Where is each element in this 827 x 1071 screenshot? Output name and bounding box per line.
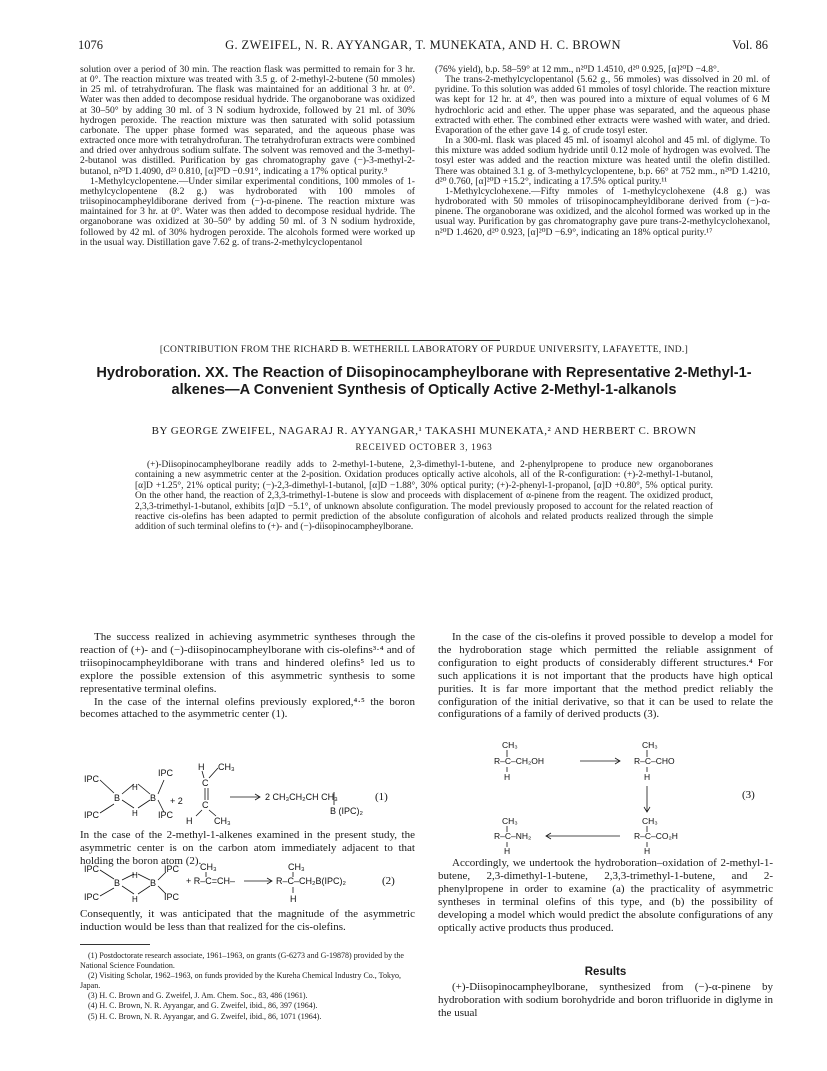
eq2-ch3-reagent: CH₃ [200,862,217,872]
equation-2 [80,858,420,908]
eq1-ipc-tr: IPC [158,768,174,778]
paragraph: In a 300-ml. flask was placed 45 ml. of isoamyl alcohol and 45 ml. of diglyme. To this mixture was added sodium hydride until 0.12 mole of hydrogen was evolved. The tosyl ester was added and the reaction mixture was heated until the olefin distilled. There was obtained 3.1 g. of 3-methylcyclopentene, b.p. 66° at 752 mm., n²⁰D 1.4210, d²⁰ 0.760, [α]²⁰D +15.2°, indicating a 17.5% optical purity.¹¹ [435,135,770,187]
eq3-acid: R–C–CO₂H [634,831,678,841]
eq2-ipc-tl: IPC [84,864,100,874]
eq1-label: (1) [375,791,388,803]
paragraph: The success realized in achieving asymmetric syntheses through the reaction of (+)- and (−)-diisopinocampheylborane with cis-olefins³·⁴ and of triisopinocampheyldiborane with trans and hindered olefins⁵ led us to explore the possible extension of this asymmetric synthesis to some representative terminal olefins. [80,631,415,695]
body-right-column-2 [438,857,773,934]
running-header [78,38,768,58]
eq1-product-boron: B (IPC)₂ [330,806,363,816]
footnote: (4) H. C. Brown, N. R. Ayyangar, and G. Zweifel, ibid., 86, 397 (1964). [88,1001,318,1011]
eq1-ipc-bl: IPC [84,810,100,820]
eq1-b-left: B [114,793,121,803]
equation-1 [80,760,420,826]
eq3-h-amine: H [504,846,511,856]
body-right-column [438,631,773,721]
footnote: (3) H. C. Brown and G. Zweifel, J. Am. Chem. Soc., 83, 486 (1961). [88,991,308,1001]
footnotes [80,951,415,1022]
eq3-amine: R–C–NH₂ [494,831,532,841]
body-left-column-3 [80,908,415,934]
body-right-column-3 [438,981,773,1020]
eq2-h-top: H [132,871,138,880]
eq2-h-product: H [290,894,297,904]
paragraph: (+)-Diisopinocampheylborane, synthesized from (−)-α-pinene by hydroboration with sodium borohydride and boron trifluoride in diglyme in the usual [438,981,773,1019]
abstract [135,460,713,533]
running-title: G. ZWEIFEL, N. R. AYYANGAR, T. MUNEKATA, AND H. C. BROWN [225,38,621,52]
eq3-ch3-alcohol: CH₃ [502,740,518,750]
eq3-ch3-acid: CH₃ [642,816,658,826]
eq1-b-right: B [150,793,157,803]
eq1-product: 2 CH₃CH₂CH CH₃ [265,792,338,802]
eq3-alcohol: R–C–CH₂OH [494,756,545,766]
footnote: (1) Postdoctorate research associate, 1961–1963, on grants (G-6273 and G-19878) provided by the National Science Foundation. [80,951,404,971]
contribution-line: [CONTRIBUTION FROM THE RICHARD B. WETHERILL LABORATORY OF PURDUE UNIVERSITY, LAFAYETTE, IND.] [159,345,689,355]
footnote-rule [80,944,150,945]
eq3-h-alcohol: H [504,772,511,782]
results-heading: Results [584,966,627,978]
eq2-h-bottom: H [132,895,138,904]
eq1-h-bottom: H [132,809,138,818]
eq1-ch3-bottom: CH₃ [214,816,231,826]
eq1-h-top: H [132,783,138,792]
paragraph: In the case of the cis-olefins it proved possible to develop a model for the hydroboration stage which permitted the reliable assignment of configuration to eight products of considerably different structures.⁴ For such applications it is not important that the products have high optical purities. It is far more important that the method predict reliably the configuration of the initial derivative, so that it can be used to relate the configurations of a family of derived products (3). [438,631,773,721]
eq1-ch3-top: CH₃ [218,762,235,772]
paragraph: solution over a period of 30 min. The reaction flask was permitted to remain for 3 hr. at 0°. The reaction mixture was treated with 3.5 g. of 2-methyl-2-butene (50 mmoles) in 25 ml. of tetrahydrofuran. The flask was maintained for an additional 3 hr. at 0°. Water was then added to decompose residual hydride. The organoborane was oxidized at 30–50° by adding 30 ml. of 3 N sodium hydroxide, followed by 21 ml. of 30% hydrogen peroxide. The reaction mixture was then saturated with solid potassium carbonate. The upper phase formed was separated, and the aqueous phase was extracted once more with tetrahydrofuran. The tetrahydrofuran extracts were combined and dried over anhydrous sodium sulfate. The solvent was removed and the 3-methyl-2-butanol was distilled. Purification by gas chromatography gave (−)-3-methyl-2-butanol, n²⁰D 1.4090, d²³ 0.810, [α]²⁰D −0.91°, indicating a 17% optical purity.⁹ [80,64,415,177]
footnote: (2) Visiting Scholar, 1962–1963, on funds provided by the Kureha Chemical Industry Co., Tokyo, Japan. [80,971,401,991]
paragraph: (76% yield), b.p. 58–59° at 12 mm., n²⁰D 1.4510, d²⁰ 0.925, [α]²⁰D −4.8°. [435,64,720,75]
eq1-ipc-tl: IPC [84,774,100,784]
paragraph: Consequently, it was anticipated that the magnitude of the asymmetric induction would be less than that realized for the cis-olefins. [80,908,415,933]
eq3-ch3-amine: CH₃ [502,816,518,826]
eq2-b-left: B [114,878,121,888]
section-divider [330,340,500,341]
previous-article-right-column [435,65,770,238]
authors: BY GEORGE ZWEIFEL, NAGARAJ R. AYYANGAR,¹ TAKASHI MUNEKATA,² AND HERBERT C. BROWN [151,425,697,437]
eq2-ipc-bl: IPC [84,892,100,902]
previous-article-left-column [80,65,415,248]
eq3-aldehyde: R–C–CHO [634,756,675,766]
eq1-h-bottom-olefin: H [186,816,193,826]
eq1-c-bottom: C [202,800,209,810]
paragraph: Accordingly, we undertook the hydroboration–oxidation of 2-methyl-1-butene, 2,3-dimethyl-1-butene, 2,3,3-trimethyl-1-butene, and 2-phenylpropene in order to examine (a) the practicality of asymmetric syntheses in terminal olefins of this type, and (b) the possibility of developing a model which would predict the absolute configurations of any optically active products thus produced. [438,857,773,934]
footnote: (5) H. C. Brown, N. R. Ayyangar, and G. Zweifel, ibid., 86, 1071 (1964). [88,1011,322,1021]
eq2-reagent: + R–C=CH– [186,876,236,886]
eq2-ipc-br: IPC [164,892,180,902]
eq1-h-top-olefin: H [198,762,205,772]
eq2-ch3-product: CH₃ [288,862,305,872]
received-date: RECEIVED OCTOBER 3, 1963 [355,442,493,452]
volume-number: Vol. 86 [732,38,768,52]
paragraph: The trans-2-methylcyclopentanol (5.62 g., 56 mmoles) was dissolved in 20 ml. of pyridine. To this solution was added 61 mmoles of tosyl chloride. The reaction mixture was kept for 12 hr. at 4°, then was poured into a mixture of equal volumes of 6 M hydrochloric acid and ether. The upper phase was separated, and the aqueous phase extracted with ether. The combined ether extracts were washed with water, and dried. Evaporation of the ether gave 14 g. of crude tosyl ester. [435,74,770,136]
paragraph: 1-Methylcyclopentene.—Under similar experimental conditions, 100 mmoles of 1-methylcyclopentene (8.2 g.) was hydroborated with 100 mmoles of triisopinocampheyldiborane derived from (−)-α-pinene. The reaction mixture was maintained for 3 hr. at 0°. Water was then added to decompose residual hydride. The organoborane was oxidized at 30–50° by adding 50 ml. of 3 N sodium hydroxide, followed by 42 ml. of 30% hydrogen peroxide. The alcohols formed were worked up in the usual way. Distillation gave 7.62 g. of trans-2-methylcyclopentanol [80,175,415,248]
eq1-c-top: C [202,778,209,788]
paragraph: In the case of the 2-methyl-1-alkenes examined in the present study, the asymmetric center is on the carbon atom immediately adjacent to that holding the boron atom (2). [80,829,415,867]
paragraph: 1-Methylcyclohexene.—Fifty mmoles of 1-methylcyclohexene (4.8 g.) was hydroborated with 50 mmoles of triisopinocampheyldiborane derived from (−)-α-pinene. The organoborane was oxidized, and the alcohol formed was worked up in the usual way. Purification by gas chromatography gave pure trans-2-methylcyclohexanol, n²⁰D 1.4620, d²⁰ 0.923, [α]²⁰D −6.9°, indicating an 18% optical purity.¹⁷ [435,185,770,238]
eq3-h-aldehyde: H [644,772,651,782]
eq2-label: (2) [382,875,395,887]
article-title: Hydroboration. XX. The Reaction of Diisopinocampheylborane with Representative 2-Methyl-1-alkenes—A Convenient Synthesis of Optically Active 2-Methyl-1-alkanols [96,365,752,398]
abstract-text: (+)-Diisopinocampheylborane readily adds to 2-methyl-1-butene, 2,3-dimethyl-1-butene, and 2-phenylpropene to produce new organoboranes containing a new asymmetric center at the 2-position. Oxidation produces optically active alcohols, all of the R-configuration: (+)-2-methyl-1-butanol, [α]D +1.25°, 21% optical purity; (−)-2,3-dimethyl-1-butanol, [α]D −1.88°, 30% optical purity; (+)-2-phenyl-1-propanol, [α]D +0.80°, 5% optical purity. On the other hand, the reaction of 2,3,3-trimethyl-1-butene is slow and proceeds with displacement of α-pinene from the reagent. The oxidized product, 2,3,3-trimethyl-1-butanol, exhibits [α]D −5.1°, of unknown absolute configuration. The model previously proposed to account for the related reaction of reactive cis-olefins has been adapted to permit prediction of the absolute configuration of alcohols and related products realized through the simple addition of such terminal olefins to (+)- and (−)-diisopinocampheylborane. [135,460,713,533]
eq2-b-right: B [150,878,157,888]
eq3-ch3-aldehyde: CH₃ [642,740,658,750]
eq2-ipc-tr: IPC [164,864,180,874]
equation-3 [470,738,770,856]
eq3-label: (3) [742,789,755,801]
page-number: 1076 [78,38,103,52]
eq2-product: R–C–CH₂B(IPC)₂ [276,876,346,886]
eq1-plus2: + 2 [170,796,183,806]
eq1-ipc-br: IPC [158,810,174,820]
body-left-column [80,631,415,721]
paragraph: In the case of the internal olefins previously explored,⁴·⁵ the boron becomes attached to the asymmetric center (1). [80,695,415,721]
eq3-h-acid: H [644,846,651,856]
